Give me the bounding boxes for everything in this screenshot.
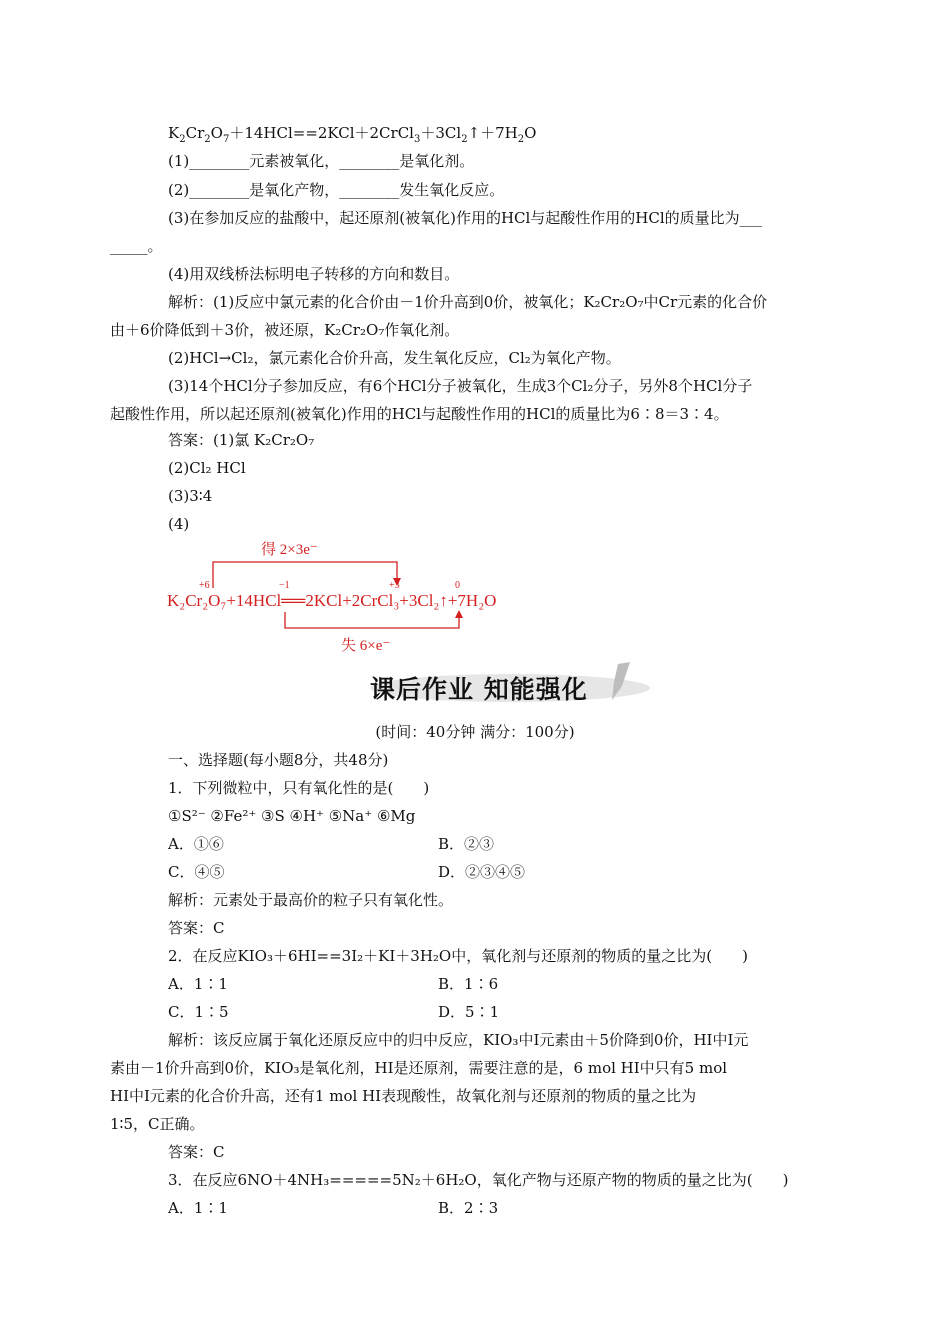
answer-3: (3)3∶4 — [168, 487, 213, 505]
banner-title: 课后作业 知能强化 — [370, 675, 588, 704]
problem-2-explanation-2: 素由－1价升高到0价，KIO₃是氧化剂，HI是还原剂，需要注意的是，6 mol HI中只有5 mol — [110, 1059, 728, 1077]
problem-2-stem: 2．在反应KIO₃＋6HI==3I₂＋KI＋3H₂O中，氧化剂与还原剂的物质的量之比为( ) — [168, 947, 748, 965]
time-limit: (时间：40分钟 满分：100分) — [375, 723, 575, 741]
diagram-equation: K₂Cr₂O₇+14HCl══2KCl+2CrCl₃+3Cl₂↑+7H₂O — [167, 591, 497, 610]
problem-2-option-d: D．5∶1 — [438, 1003, 500, 1021]
explanation-3b: 起酸性作用，所以起还原剂(被氧化)作用的HCl与起酸性作用的HCl的质量比为6∶8＝3∶4。 — [110, 405, 729, 423]
problem-1-option-d: D．②③④⑤ — [438, 863, 526, 881]
ox-state-cl-minus1: −1 — [279, 580, 290, 591]
problem-2-explanation-1: 解析：该反应属于氧化还原反应中的归中反应，KIO₃中I元素由＋5价降到0价，HI中I元 — [168, 1031, 749, 1049]
problem-1-answer: 答案：C — [168, 919, 225, 937]
ox-state-cr3: +3 — [389, 580, 400, 591]
problem-2-option-c: C．1∶5 — [168, 1003, 229, 1021]
gain-bracket — [213, 562, 397, 588]
top-equation: $K_2Cr_2O_7+14HCl==2KCl+2CrCl_3+3Cl_2↑+7H_2O$ — [168, 124, 537, 145]
lose-label: 失 6×e⁻ — [341, 638, 391, 654]
problem-1-option-c: C．④⑤ — [168, 863, 225, 881]
lose-arrowhead — [455, 610, 463, 618]
problem-3-option-a: A．1∶1 — [168, 1199, 228, 1217]
problem-1-option-a: A．①⑥ — [168, 835, 224, 853]
answer-2: (2)Cl₂ HCl — [168, 459, 246, 477]
ox-state-cr6: +6 — [199, 580, 210, 591]
question-part-1: (1)________元素被氧化，________是氧化剂。 — [168, 152, 475, 170]
question-part-3: (3)在参加反应的盐酸中，起还原剂(被氧化)作用的HCl与起酸性作用的HCl的质量比为___ — [168, 209, 763, 227]
problem-2-explanation-3: HI中I元素的化合价升高，还有1 mol HI表现酸性，故氧化剂与还原剂的物质的量之比为 — [110, 1087, 697, 1105]
problem-2-answer: 答案：C — [168, 1143, 225, 1161]
problem-2-option-b: B．1∶6 — [438, 975, 499, 993]
explanation-2: (2)HCl→Cl₂，氯元素化合价升高，发生氧化反应，Cl₂为氧化产物。 — [168, 349, 621, 367]
problem-1-option-b: B．②③ — [438, 835, 495, 853]
problem-1-explanation: 解析：元素处于最高价的粒子只有氧化性。 — [168, 891, 454, 909]
lose-bracket — [285, 612, 459, 628]
problem-2-explanation-4: 1∶5，C正确。 — [110, 1115, 205, 1133]
question-part-2: (2)________是氧化产物，________发生氧化反应。 — [168, 181, 505, 199]
question-part-3-cont: _____。 — [110, 237, 163, 255]
problem-1-items: ①S²⁻ ②Fe²⁺ ③S ④H⁺ ⑤Na⁺ ⑥Mg — [168, 807, 416, 825]
explanation-3a: (3)14个HCl分子参加反应，有6个HCl分子被氧化，生成3个Cl₂分子，另外8个HCl分子 — [168, 377, 753, 395]
question-part-4: (4)用双线桥法标明电子转移的方向和数目。 — [168, 265, 460, 283]
gain-label: 得 2×3e⁻ — [261, 542, 318, 558]
double-bridge-diagram — [165, 536, 585, 660]
explanation-1b: 由＋6价降低到＋3价，被还原，K₂Cr₂O₇作氧化剂。 — [110, 321, 460, 339]
problem-3-stem: 3．在反应6NO＋4NH₃=====5N₂＋6H₂O，氧化产物与还原产物的物质的量之比为( ) — [168, 1171, 789, 1189]
answer-1: 答案：(1)氯 K₂Cr₂O₇ — [168, 431, 315, 449]
ox-state-cl0: 0 — [455, 580, 460, 591]
problem-1-stem: 1．下列微粒中，只有氧化性的是( ) — [168, 779, 430, 797]
explanation-1a: 解析：(1)反应中氯元素的化合价由－1价升高到0价，被氧化；K₂Cr₂O₇中Cr元素的化合价 — [168, 293, 768, 311]
answer-4: (4) — [168, 515, 190, 533]
problem-3-option-b: B．2∶3 — [438, 1199, 499, 1217]
section-heading: 一、选择题(每小题8分，共48分) — [168, 751, 389, 769]
problem-2-option-a: A．1∶1 — [168, 975, 228, 993]
